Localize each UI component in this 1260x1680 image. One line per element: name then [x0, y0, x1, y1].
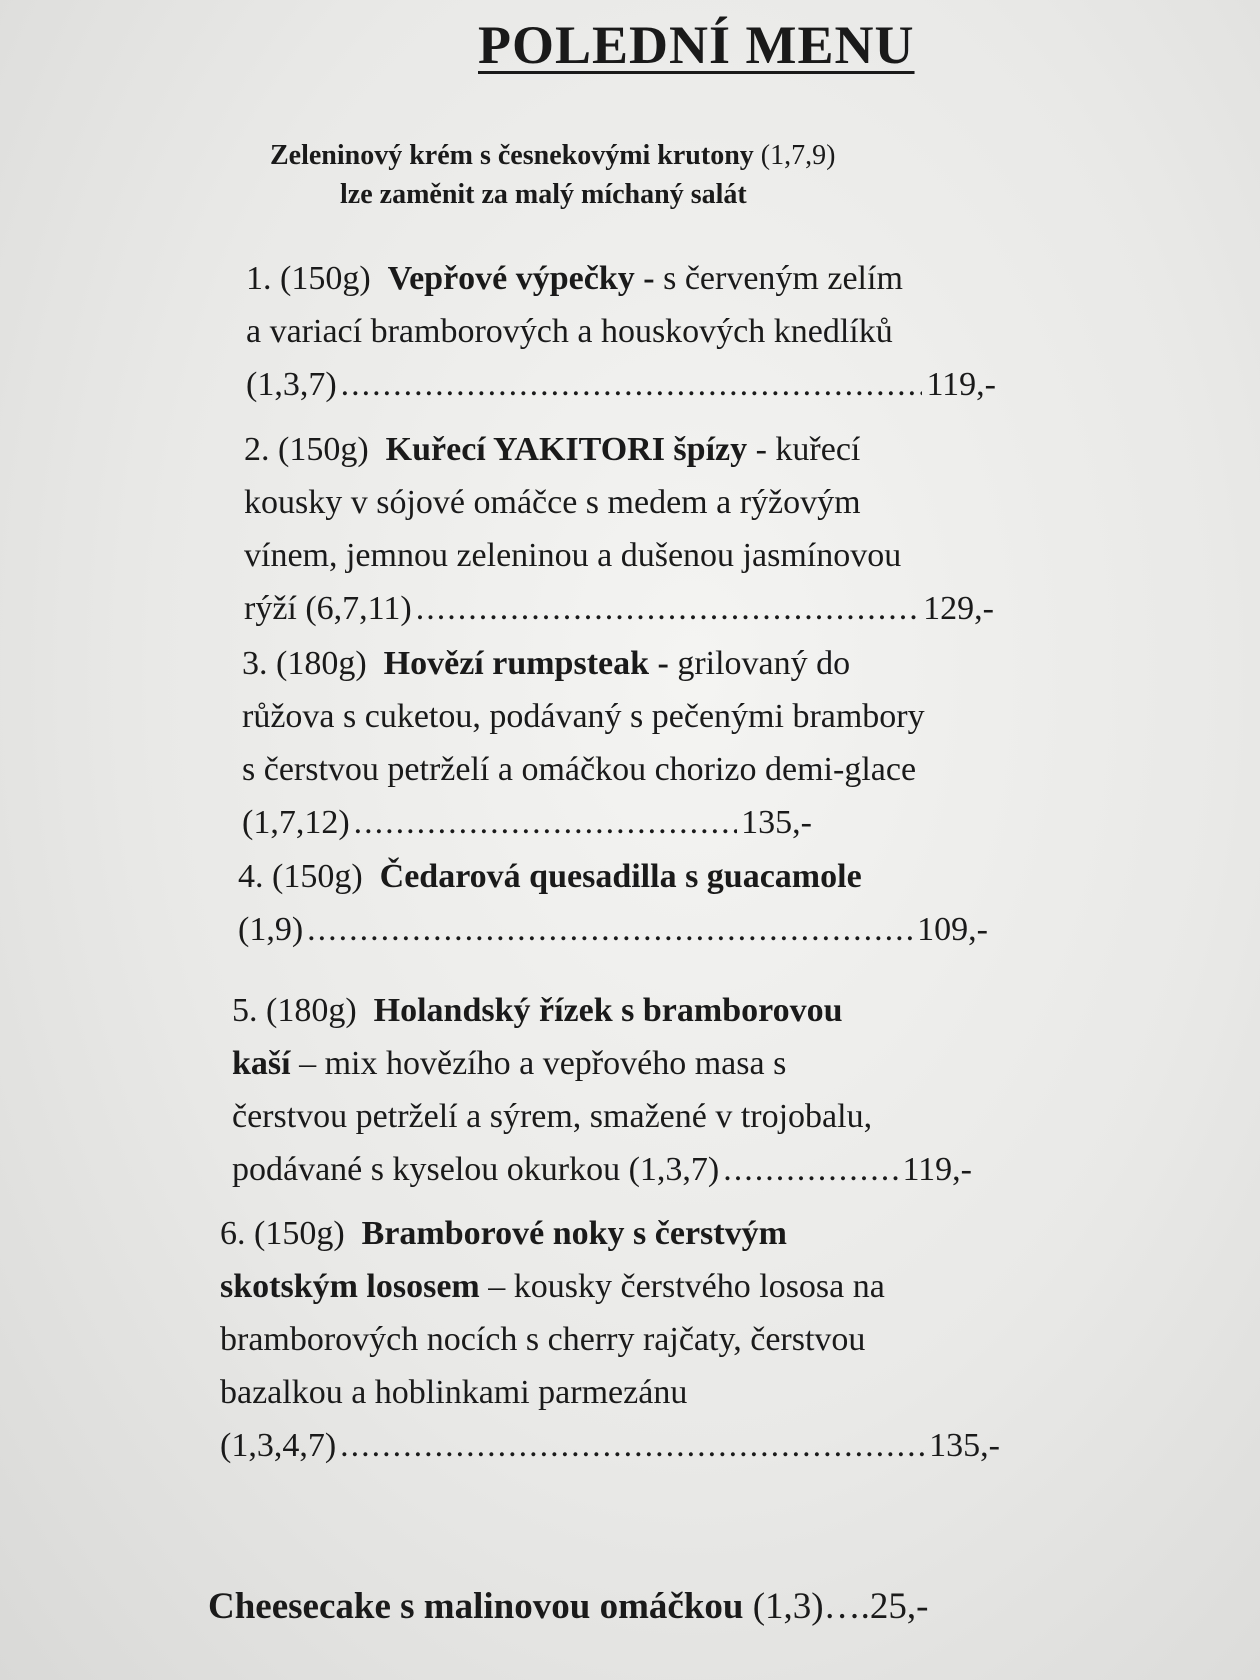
menu-item-headline [244, 423, 994, 476]
menu-item-number: 6. [220, 1215, 246, 1252]
menu-item-number: 3. [242, 645, 268, 682]
menu-item-name: Kuřecí YAKITORI špízy [385, 431, 748, 468]
page-title: POLEDNÍ MENU [478, 15, 915, 75]
menu-item-name: Hovězí rumpsteak - [383, 645, 669, 682]
menu-item-description: – kousky čerstvého lososa na [488, 1268, 885, 1305]
menu-item-price: 109,- [917, 911, 988, 948]
soup-allergens: (1,7,9) [760, 140, 836, 171]
menu-item-weight: (180g) [266, 992, 357, 1029]
menu-item-price: 135,- [741, 804, 812, 841]
menu-item-description: - kuřecí [755, 431, 861, 468]
menu-item [220, 1207, 1000, 1472]
menu-item-description-line: růžova s cuketou, podávaný s pečenými brambory [242, 698, 925, 735]
soup-section [270, 136, 1010, 214]
soup-name: Zeleninový krém s česnekovými krutony [270, 140, 754, 171]
menu-item [246, 252, 996, 411]
menu-item-price-line [246, 358, 996, 411]
dessert-name: Cheesecake s malinovou omáčkou [208, 1586, 744, 1627]
menu-item-headline [220, 1207, 1000, 1260]
menu-item-headline [242, 637, 1022, 690]
menu-item-name: Bramborové noky s čerstvým [361, 1215, 787, 1252]
menu-item-description-line: bazalkou a hoblinkami parmezánu [220, 1374, 688, 1411]
menu-item-description-line: bramborových nocích s cherry rajčaty, čerstvou [220, 1321, 866, 1358]
dot-leader [354, 796, 738, 849]
menu-item-price-line [232, 1143, 972, 1196]
menu-item [238, 850, 988, 956]
menu-item-description-tail: rýží [244, 590, 297, 627]
dot-leader [723, 1143, 898, 1196]
menu-item-allergens: (1,7,12) [242, 804, 350, 841]
dot-leader [307, 903, 913, 956]
menu-item-headline [238, 850, 988, 903]
menu-item-allergens: (1,3,7) [628, 1151, 720, 1188]
menu-item-price: 119,- [926, 366, 996, 403]
menu-item-description: – mix hovězího a vepřového masa s [299, 1045, 787, 1082]
menu-item-description-line: a variací bramborových a houskových knedlíků [246, 313, 893, 350]
menu-item-description-line: s čerstvou petrželí a omáčkou chorizo demi-glace [242, 751, 917, 788]
menu-item-allergens: (1,9) [238, 911, 304, 948]
menu-item [244, 423, 994, 635]
menu-item-number: 2. [244, 431, 270, 468]
menu-item-name: Čedarová quesadilla s guacamole [379, 858, 862, 895]
menu-item-description-line: čerstvou petrželí a sýrem, smažené v trojobalu, [232, 1098, 873, 1135]
dot-leader [341, 358, 923, 411]
menu-item-number: 4. [238, 858, 264, 895]
menu-item-number: 5. [232, 992, 258, 1029]
menu-item-description-line: vínem, jemnou zeleninou a dušenou jasmínovou [244, 537, 902, 574]
dessert-line [208, 1585, 1008, 1628]
menu-item-allergens: (1,3,7) [246, 366, 337, 403]
menu-item-description: grilovaný do [677, 645, 851, 682]
dot-leader [340, 1419, 925, 1472]
dot-leader [416, 582, 919, 635]
menu-item-weight: (150g) [254, 1215, 345, 1252]
menu-item-weight: (180g) [276, 645, 367, 682]
menu-item-headline-continued [232, 1037, 972, 1090]
menu-item [232, 984, 972, 1196]
menu-item-description-line: kousky v sójové omáčce s medem a rýžovým [244, 484, 861, 521]
menu-item-allergens: (1,3,4,7) [220, 1427, 337, 1464]
soup-substitute-note: lze zaměnit za malý míchaný salát [340, 179, 747, 210]
menu-item-price-line [238, 903, 988, 956]
menu-item-headline-continued [220, 1260, 1000, 1313]
menu-item-price-line [220, 1419, 1000, 1472]
menu-item-weight: (150g) [280, 260, 371, 297]
menu-item-name-continued: kaší [232, 1045, 291, 1082]
menu-item [242, 637, 925, 849]
dessert-dot-leader: …. [823, 1586, 870, 1627]
menu-item-name: Holandský řízek s bramborovou [373, 992, 843, 1029]
menu-item-weight: (150g) [278, 431, 369, 468]
menu-item-headline [232, 984, 972, 1037]
dessert-price: 25,- [869, 1586, 929, 1627]
menu-item-number: 1. [246, 260, 272, 297]
menu-item-price: 129,- [923, 590, 994, 627]
dessert-allergens: (1,3) [752, 1586, 824, 1627]
menu-item-name: Vepřové výpečky - [387, 260, 655, 297]
menu-item-price: 119,- [902, 1151, 972, 1188]
menu-item-description: s červeným zelím [663, 260, 903, 297]
menu-item-price-line [244, 582, 994, 635]
menu-item-price: 135,- [929, 1427, 1000, 1464]
menu-item-name-continued: skotským lososem [220, 1268, 480, 1305]
menu-item-allergens: (6,7,11) [305, 590, 412, 627]
menu-item-weight: (150g) [272, 858, 363, 895]
menu-item-headline [246, 252, 996, 305]
soup-line [270, 136, 1010, 175]
menu-item-description-tail: podávané s kyselou okurkou [232, 1151, 621, 1188]
menu-item-price-line [242, 796, 812, 849]
